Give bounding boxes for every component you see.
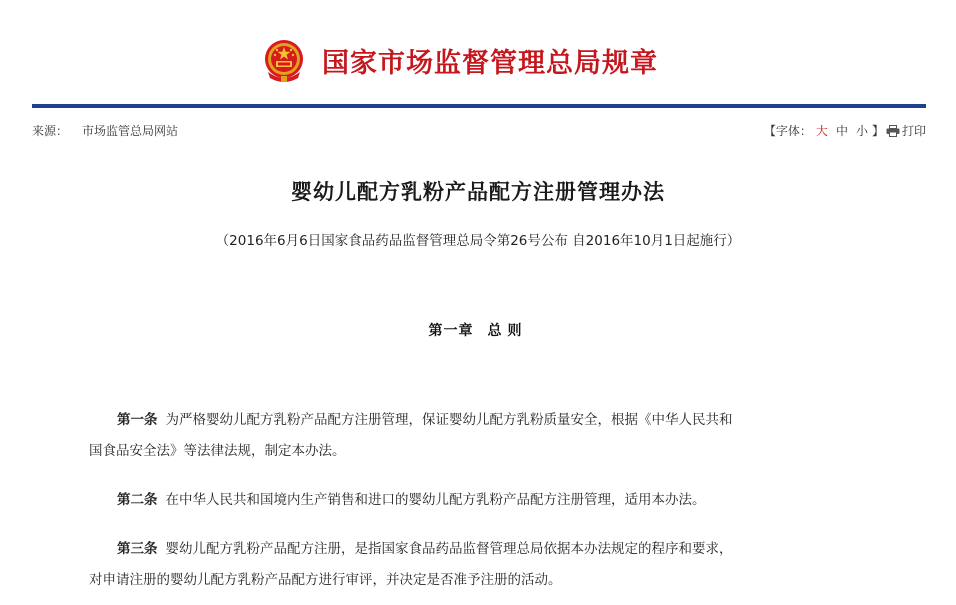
printer-icon[interactable] <box>886 125 900 137</box>
national-emblem-icon <box>262 38 306 84</box>
source-info <box>32 122 178 139</box>
document-title: 婴幼儿配方乳粉产品配方注册管理办法 <box>291 180 665 204</box>
article-text-line: 婴幼儿配方乳粉产品配方注册，是指国家食品药品监督管理总局依据本办法规定的程序和要求， <box>165 541 733 557</box>
article-number: 第三条 <box>117 541 158 557</box>
article-text-line: 在中华人民共和国境内生产销售和进口的婴幼儿配方乳粉产品配方注册管理，适用本办法。 <box>165 492 706 508</box>
font-size-large-link[interactable]: 大 <box>815 124 828 138</box>
chapter-name: 总则 <box>487 323 528 339</box>
article-paragraph <box>89 485 879 516</box>
article-text-line: 为严格婴幼儿配方乳粉产品配方注册管理，保证婴幼儿配方乳粉质量安全，根据《中华人民共和 <box>165 412 733 428</box>
font-size-medium-link[interactable]: 中 <box>835 124 848 138</box>
document-subtitle: （2016年6月6日国家食品药品监督管理总局令第26号公布 自2016年10月1日起施行） <box>215 233 741 249</box>
page-header <box>0 0 956 100</box>
font-size-bracket-close: 】 <box>871 124 884 138</box>
article-text-line: 对申请注册的婴幼儿配方乳粉产品配方进行审评，并决定是否准予注册的活动。 <box>89 572 562 588</box>
article-number: 第二条 <box>117 492 158 508</box>
article-text-line: 国食品安全法》等法律法规，制定本办法。 <box>89 443 346 459</box>
article-meta-bar <box>32 120 926 138</box>
chapter-number: 第一章 <box>428 323 474 339</box>
font-size-label: 【字体： <box>763 124 812 138</box>
font-size-small-link[interactable]: 小 <box>855 124 868 138</box>
header-divider <box>32 104 926 108</box>
print-link[interactable]: 打印 <box>901 124 926 138</box>
article-paragraph <box>89 534 879 596</box>
chapter-heading <box>0 320 956 340</box>
article-paragraph <box>89 405 879 467</box>
source-label: 来源： <box>32 124 69 138</box>
article-number: 第一条 <box>117 412 158 428</box>
source-value: 市场监管总局网站 <box>82 124 179 138</box>
page-tools <box>764 122 926 139</box>
site-title: 国家市场监督管理总局规章 <box>322 48 658 79</box>
